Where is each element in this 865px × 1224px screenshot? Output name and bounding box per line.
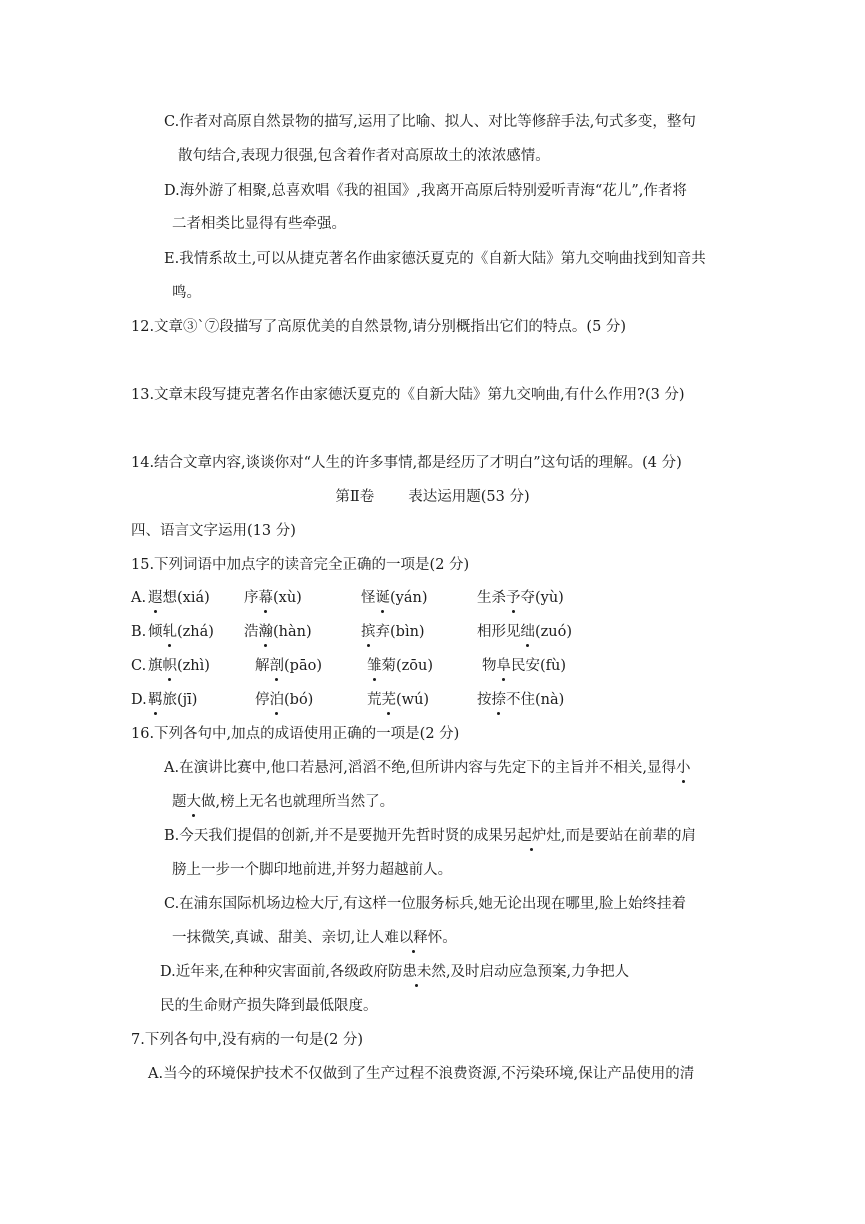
word-4: 按捺不住(nà) bbox=[477, 692, 565, 708]
q11-option-c-line2: 散句结合,表现力很强,包含着作者对高原故土的浓浓感情。 bbox=[178, 148, 550, 164]
word-4: 生杀予夺(yù) bbox=[477, 590, 564, 606]
word-2: 解剖(pāo) bbox=[255, 658, 322, 674]
word-4: 物阜民安(fù) bbox=[482, 658, 567, 674]
word-1: 倾轧(zhá) bbox=[148, 624, 214, 640]
idiom: 另起炉灶 bbox=[502, 828, 561, 844]
idiom-part: 题大做 bbox=[172, 794, 216, 810]
word-2: 停泊(bó) bbox=[255, 692, 314, 708]
q16-option-a-line1: A.在演讲比赛中,他口若悬河,滔滔不绝,但所讲内容与先定下的主旨并不相关,显得小 bbox=[164, 760, 691, 776]
word-4: 相形见绌(zuó) bbox=[477, 624, 573, 640]
q16-option-c-line2: 一抹微笑,真诚、甜美、亲切,让人难以释怀。 bbox=[172, 930, 457, 946]
q16-option-c-line1: C.在浦东国际机场边检大厅,有这样一位服务标兵,她无论出现在哪里,脸上始终挂着 bbox=[164, 896, 687, 912]
option-letter: A. bbox=[131, 590, 147, 606]
section-4-heading: 四、语言文字运用(13 分) bbox=[131, 523, 296, 539]
q11-option-c-line1: C.作者对高原自然景物的描写,运用了比喻、拟人、对比等修辞手法,句式多变，整句 bbox=[164, 114, 696, 130]
q16-option-b-line1: B.今天我们提倡的创新,并不是要抛开先哲时贤的成果另起炉灶,而是要站在前辈的肩 bbox=[164, 828, 696, 844]
question-17-stem: 7.下列各句中,没有病的一句是(2 分) bbox=[131, 1032, 364, 1048]
q16-option-a-line2: 题大做,榜上无名也就理所当然了。 bbox=[172, 794, 395, 810]
question-16-stem: 16.下列各句中,加点的成语使用正确的一项是(2 分) bbox=[131, 726, 460, 742]
word-1: 旗帜(zhì) bbox=[148, 658, 210, 674]
word-2: 序幕(xù) bbox=[244, 590, 302, 606]
q11-option-d-line2: 二者相类比显得有些牵强。 bbox=[172, 216, 346, 232]
word-1: 羁旅(jī) bbox=[148, 692, 198, 708]
q16-option-b-line2: 膀上一步一个脚印地前进,并努力超越前人。 bbox=[172, 862, 453, 878]
q17-option-a-line1: A.当今的环境保护技术不仅做到了生产过程不浪费资源,不污染环境,保让产品使用的清 bbox=[148, 1066, 695, 1082]
question-12: 12.文章③`⑦段描写了高原优美的自然景物,请分别概指出它们的特点。(5 分) bbox=[131, 319, 627, 335]
q11-option-e-line2: 鸣。 bbox=[172, 285, 201, 301]
word-3: 摈弃(bìn) bbox=[361, 624, 425, 640]
idiom: 防患未然 bbox=[387, 964, 446, 980]
idiom: 难以释怀 bbox=[384, 930, 443, 946]
word-3: 怪诞(yán) bbox=[361, 590, 428, 606]
q16-option-d-line2: 民的生命财产损失降到最低限度。 bbox=[160, 998, 378, 1014]
word-2: 浩瀚(hàn) bbox=[244, 624, 312, 640]
question-14: 14.结合文章内容,谈谈你对“人生的许多事情,都是经历了才明白”这句话的理解。(4 分) bbox=[131, 455, 682, 471]
volume-2-subtitle: 表达运用题(53 分) bbox=[408, 489, 530, 505]
q11-option-e-line1: E.我情系故土,可以从捷克著名作曲家德沃夏克的《自新大陆》第九交响曲找到知音共 bbox=[164, 251, 706, 267]
volume-2-title: 第Ⅱ卷 bbox=[335, 489, 375, 505]
q11-option-d-line1: D.海外游了相聚,总喜欢唱《我的祖国》,我离开高原后特别爱听青海“花儿”,作者将 bbox=[164, 183, 687, 199]
option-letter: B. bbox=[131, 624, 147, 640]
question-15-stem: 15.下列词语中加点字的读音完全正确的一项是(2 分) bbox=[131, 557, 470, 573]
word-3: 荒芜(wú) bbox=[367, 692, 430, 708]
q16-option-d-line1: D.近年来,在种种灾害面前,各级政府防患未然,及时启动应急预案,力争把人 bbox=[160, 964, 630, 980]
option-letter: D. bbox=[131, 692, 147, 708]
word-3: 雏菊(zōu) bbox=[367, 658, 434, 674]
option-letter: C. bbox=[131, 658, 147, 674]
volume-2-heading bbox=[0, 487, 865, 507]
question-13: 13.文章末段写捷克著名作由家德沃夏克的《自新大陆》第九交响曲,有什么作用?(3 分) bbox=[131, 387, 685, 403]
word-1: 遐想(xiá) bbox=[148, 590, 210, 606]
